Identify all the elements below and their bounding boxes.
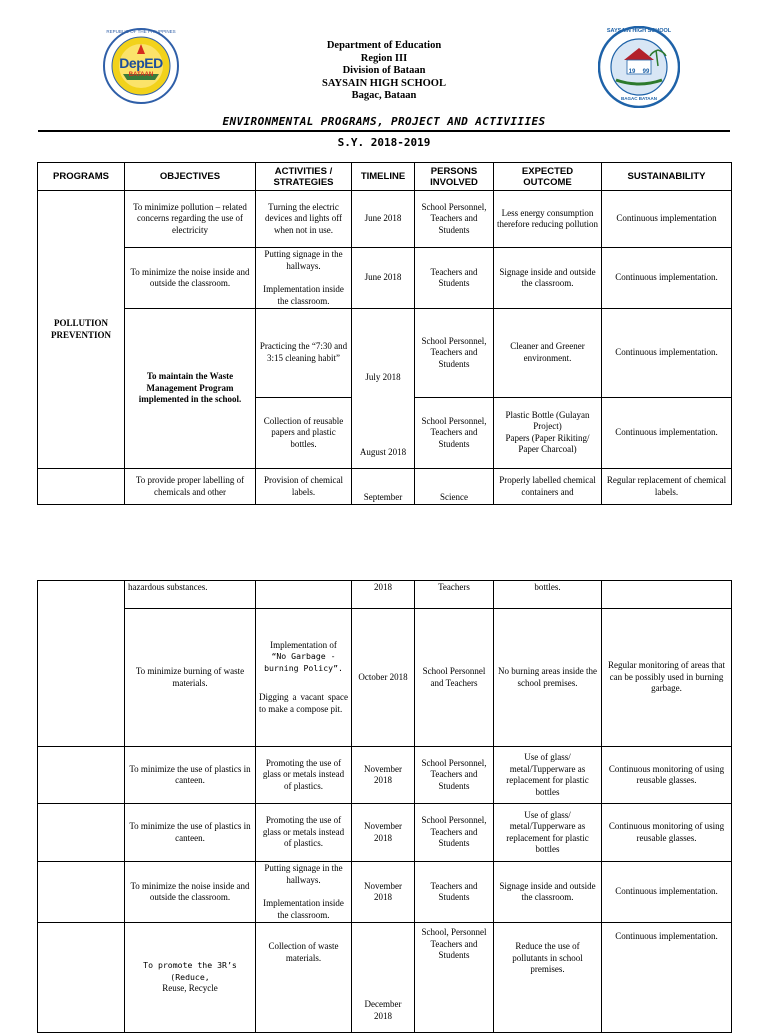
persons-cell: School Personnel, Teachers and Students [415,397,494,468]
sustainability-cell: Continuous implementation. [602,397,732,468]
sustainability-cell-empty [602,581,732,609]
objective-cell: To minimize the noise inside and outside the classroom. [125,862,256,923]
school-year: S.Y. 2018-2019 [337,136,431,149]
activity-cell-empty [256,581,352,609]
col-timeline: TIMELINE [352,163,415,191]
table-row [38,804,732,862]
program-name: POLLUTION PREVENTION [38,191,125,469]
col-persons: PERSONS INVOLVED [415,163,494,191]
header-school: SAYSAIN HIGH SCHOOL [322,78,446,89]
col-outcome: EXPECTED OUTCOME [494,163,602,191]
outcome-cell [494,397,602,468]
table-row [38,609,732,747]
timeline-cell: September [352,469,415,505]
timeline-cell: November 2018 [352,747,415,804]
header-division: Division of Bataan [342,65,426,76]
outcome-cell: Properly labelled chemical containers and [494,469,602,505]
col-sustainability: SUSTAINABILITY [602,163,732,191]
persons-cell: Science [415,469,494,505]
timeline-cell [352,309,415,469]
sustainability-cell: Continuous implementation [602,191,732,248]
table-row [38,747,732,804]
activity-cell [256,248,352,309]
outcome-cell: Signage inside and outside the classroom. [494,862,602,923]
objective-cell: hazardous substances. [125,581,256,609]
timeline-text: August 2018 [359,446,407,457]
outcome-cell: No burning areas inside the school premises. [494,609,602,747]
activity-cell [256,862,352,923]
saysain-sub-text: BAGAC BATAAN [620,96,658,101]
persons-cell: Teachers and Students [415,862,494,923]
activity-line: Implementation of [270,639,337,650]
program-cell-empty [38,747,125,804]
sustainability-cell: Continuous implementation. [602,862,732,923]
sustainability-cell: Continuous monitoring of using reusable glasses. [602,804,732,862]
sustainability-cell: Continuous implementation. [602,923,732,1033]
program-cell-empty [38,862,125,923]
table-row [38,191,732,248]
outcome-cell: bottles. [494,581,602,609]
activity-cell: Collection of waste materials. [256,923,352,1033]
deped-bataan-label: BATAAN [128,72,154,78]
activity-line: Putting signage in the hallways. [264,863,343,885]
header-department: Department of Education [326,40,442,51]
outcome-cell: Reduce the use of pollutants in school premises. [494,923,602,1033]
persons-cell: School Personnel, Teachers and Students [415,804,494,862]
program-cell-empty [38,581,125,747]
activity-cell [256,609,352,747]
activity-line: Implementation inside the classroom. [263,284,344,306]
outcome-line: Plastic Bottle (Gulayan Project) [505,409,590,432]
persons-cell: School Personnel and Teachers [415,609,494,747]
sustainability-cell: Continuous implementation. [602,309,732,398]
objective-cell: To minimize the use of plastics in canteen. [125,747,256,804]
persons-cell: School, Personnel Teachers and Students [415,923,494,1033]
header-region: Region III [360,53,408,64]
objective-cell: To maintain the Waste Management Program implemented in the school. [125,309,256,469]
programs-table-page-1 [37,162,732,505]
persons-cell: School Personnel, Teachers and Students [415,191,494,248]
objective-cell: To minimize the noise inside and outside the classroom. [125,248,256,309]
program-cell-empty [38,923,125,1033]
programs-table-page-2 [37,580,732,1033]
outcome-cell: Signage inside and outside the classroom. [494,248,602,309]
outcome-cell: Less energy consumption therefore reducing pollution [494,191,602,248]
activity-cell: Practicing the “7:30 and 3:15 cleaning habit” [256,309,352,398]
deped-ring-text: REPUBLIC OF THE PHILIPPINES [106,29,176,34]
timeline-cell: June 2018 [352,248,415,309]
activity-cell: Promoting the use of glass or metals instead of plastics. [256,747,352,804]
persons-cell: School Personnel, Teachers and Students [415,747,494,804]
activity-line: Putting signage in the hallways. [264,249,343,271]
timeline-cell: December 2018 [352,923,415,1033]
activity-line: “No Garbage - burning Policy”. [264,651,343,673]
objective-line: To promote the 3R’s (Reduce, [143,960,237,982]
title-divider [38,130,730,132]
timeline-cell: October 2018 [352,609,415,747]
outcome-line: Papers (Paper Rikiting/ Paper Charcoal) [505,432,590,455]
outcome-cell: Use of glass/ metal/Tupperware as replacement for plastic bottles [494,747,602,804]
table-row [38,581,732,609]
table-row [38,862,732,923]
objective-cell: To provide proper labelling of chemicals and other [125,469,256,505]
table-row [38,923,732,1033]
objective-cell: To minimize the use of plastics in canteen. [125,804,256,862]
outcome-cell: Cleaner and Greener environment. [494,309,602,398]
program-cell-empty [38,469,125,505]
col-programs: PROGRAMS [38,163,125,191]
table-row [38,309,732,398]
persons-cell: Teachers and Students [415,248,494,309]
timeline-cell: November 2018 [352,804,415,862]
table-header-row [38,163,732,191]
timeline-cell: June 2018 [352,191,415,248]
activity-cell: Collection of reusable papers and plastic bottles. [256,397,352,468]
objective-cell: To minimize burning of waste materials. [125,609,256,747]
activity-cell: Provision of chemical labels. [256,469,352,505]
saysain-year-a: 19 [628,69,636,75]
objective-cell: To minimize pollution – related concerns regarding the use of electricity [125,191,256,248]
objective-cell [125,923,256,1033]
saysain-ring-text: SAYSAIN HIGH SCHOOL [606,28,672,34]
objective-line: Reuse, Recycle [162,983,218,994]
table-row [38,248,732,309]
col-objectives: OBJECTIVES [125,163,256,191]
sustainability-cell: Regular replacement of chemical labels. [602,469,732,505]
persons-cell: School Personnel, Teachers and Students [415,309,494,398]
persons-cell: Teachers [415,581,494,609]
sustainability-cell: Continuous monitoring of using reusable glasses. [602,747,732,804]
sustainability-cell: Continuous implementation. [602,248,732,309]
activity-line: Implementation inside the classroom. [263,898,344,920]
col-activities: ACTIVITIES / STRATEGIES [256,163,352,191]
timeline-cell: 2018 [352,581,415,609]
document-title: ENVIRONMENTAL PROGRAMS, PROJECT AND ACTIVIIIES [222,115,546,128]
timeline-text: July 2018 [365,371,401,382]
table-row [38,469,732,505]
saysain-year-b: 99 [642,69,650,75]
outcome-cell: Use of glass/ metal/Tupperware as replacement for plastic bottles [494,804,602,862]
activity-cell: Turning the electric devices and lights off when not in use. [256,191,352,248]
header-address: Bagac, Bataan [351,90,417,101]
program-cell-empty [38,804,125,862]
activity-line: Digging a vacant space to make a compose pit. [259,692,348,714]
timeline-cell: November 2018 [352,862,415,923]
activity-cell: Promoting the use of glass or metals instead of plastics. [256,804,352,862]
deped-logo-text: DepED [119,55,163,71]
sustainability-cell: Regular monitoring of areas that can be possibly used in burning garbage. [602,609,732,747]
